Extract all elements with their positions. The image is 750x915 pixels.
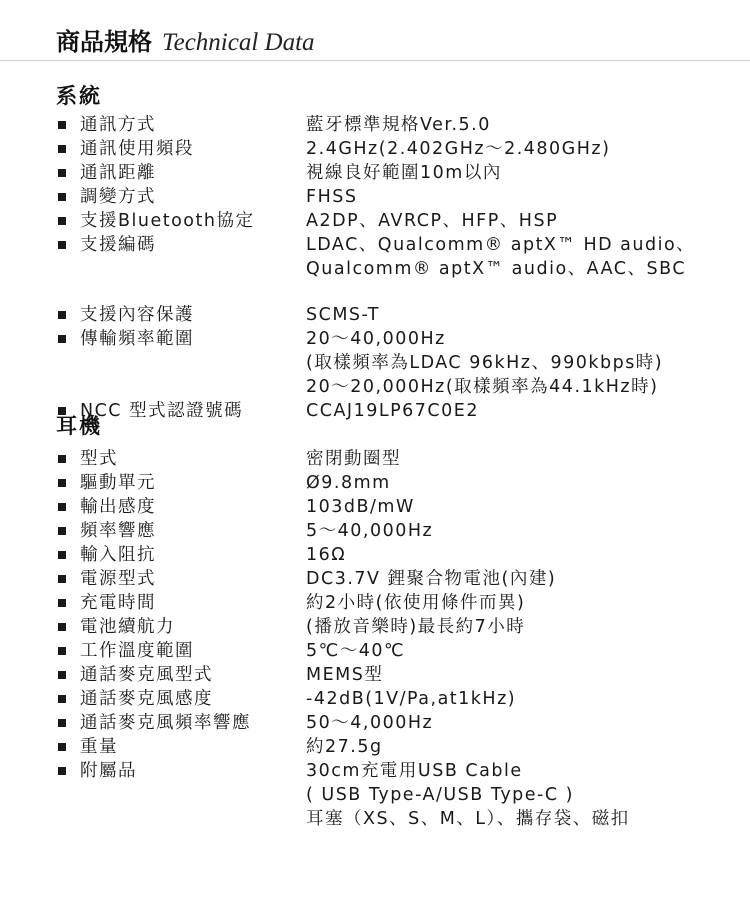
spec-value: 30cm充電用USB Cable bbox=[306, 761, 523, 781]
spec-values bbox=[306, 399, 746, 423]
spec-values bbox=[306, 615, 746, 639]
spec-values bbox=[306, 327, 746, 399]
spec-values bbox=[306, 543, 746, 567]
bullet-icon bbox=[58, 479, 66, 487]
spec-row bbox=[56, 543, 746, 567]
spec-values bbox=[306, 185, 746, 209]
spec-values bbox=[306, 663, 746, 687]
bullet-icon bbox=[58, 575, 66, 583]
spec-row bbox=[56, 161, 746, 185]
spec-values bbox=[306, 687, 746, 711]
spec-value: FHSS bbox=[306, 187, 358, 207]
spec-label: 支援Bluetooth協定 bbox=[80, 211, 255, 231]
spec-label: 輸出感度 bbox=[80, 497, 156, 517]
spec-row bbox=[56, 687, 746, 711]
spec-label: NCC 型式認證號碼 bbox=[80, 401, 244, 421]
spec-values bbox=[306, 233, 746, 281]
spec-values bbox=[306, 639, 746, 663]
bullet-icon bbox=[58, 455, 66, 463]
spec-value: 16Ω bbox=[306, 545, 347, 565]
spec-row bbox=[56, 591, 746, 615]
spec-value: 約2小時(依使用條件而異) bbox=[306, 593, 526, 613]
spec-row bbox=[56, 137, 746, 161]
spec-row bbox=[56, 113, 746, 137]
bullet-icon bbox=[58, 527, 66, 535]
spec-value: 5℃～40℃ bbox=[306, 641, 406, 661]
spec-values bbox=[306, 113, 746, 137]
spec-value: 耳塞（XS、S、M、L）、攜存袋、磁扣 bbox=[306, 809, 630, 829]
bullet-icon bbox=[58, 743, 66, 751]
spec-values bbox=[306, 711, 746, 735]
spec-row bbox=[56, 495, 746, 519]
spec-value: Ø9.8mm bbox=[306, 473, 391, 493]
spec-label: 調變方式 bbox=[80, 187, 156, 207]
spec-value: 密閉動圈型 bbox=[306, 449, 401, 469]
bullet-icon bbox=[58, 671, 66, 679]
spec-values bbox=[306, 591, 746, 615]
bullet-icon bbox=[58, 599, 66, 607]
spec-row bbox=[56, 519, 746, 543]
spec-values bbox=[306, 471, 746, 495]
page-header bbox=[56, 22, 315, 58]
page-title-zh: 商品規格 bbox=[56, 27, 152, 56]
spec-label: 頻率響應 bbox=[80, 521, 156, 541]
bullet-icon bbox=[58, 767, 66, 775]
spec-value: 視線良好範圍10m以內 bbox=[306, 163, 502, 183]
spec-value: 20～40,000Hz bbox=[306, 329, 446, 349]
spec-row bbox=[56, 711, 746, 735]
spec-value: (播放音樂時)最長約7小時 bbox=[306, 617, 526, 637]
spec-list-earphone bbox=[56, 447, 746, 831]
spec-label: 輸入阻抗 bbox=[80, 545, 156, 565]
spec-value: SCMS-T bbox=[306, 305, 380, 325]
page-title-en: Technical Data bbox=[162, 29, 315, 56]
section-title-system: 系統 bbox=[56, 83, 102, 108]
spec-value: Qualcomm® aptX™ audio、AAC、SBC bbox=[306, 259, 687, 279]
spec-row bbox=[56, 185, 746, 209]
bullet-icon bbox=[58, 145, 66, 153]
bullet-icon bbox=[58, 193, 66, 201]
bullet-icon bbox=[58, 623, 66, 631]
spec-label: 附屬品 bbox=[80, 761, 137, 781]
spec-row bbox=[56, 615, 746, 639]
spec-row bbox=[56, 735, 746, 759]
header-divider bbox=[0, 60, 750, 61]
bullet-icon bbox=[58, 647, 66, 655]
spec-row bbox=[56, 759, 746, 831]
spec-value: LDAC、Qualcomm® aptX™ HD audio、 bbox=[306, 235, 696, 255]
spec-value: 20～20,000Hz(取樣頻率為44.1kHz時) bbox=[306, 377, 659, 397]
spec-value: 藍牙標準規格Ver.5.0 bbox=[306, 115, 491, 135]
spec-row bbox=[56, 567, 746, 591]
spec-list-system bbox=[56, 113, 746, 423]
spec-label: 電池續航力 bbox=[80, 617, 175, 637]
spec-label: 通話麥克風頻率響應 bbox=[80, 713, 251, 733]
spec-label: 型式 bbox=[80, 449, 118, 469]
bullet-icon bbox=[58, 551, 66, 559]
bullet-icon bbox=[58, 169, 66, 177]
bullet-icon bbox=[58, 695, 66, 703]
spec-value: DC3.7V 鋰聚合物電池(內建) bbox=[306, 569, 557, 589]
spec-values bbox=[306, 495, 746, 519]
spec-label: 支援內容保護 bbox=[80, 305, 194, 325]
spec-values bbox=[306, 303, 746, 327]
spec-value: (取樣頻率為LDAC 96kHz、990kbps時) bbox=[306, 353, 664, 373]
spec-value: 103dB/mW bbox=[306, 497, 415, 517]
spec-row bbox=[56, 327, 746, 399]
spec-value: 5～40,000Hz bbox=[306, 521, 434, 541]
spec-values bbox=[306, 447, 746, 471]
spec-label: 充電時間 bbox=[80, 593, 156, 613]
spec-row bbox=[56, 639, 746, 663]
spec-row bbox=[56, 399, 746, 423]
spec-label: 支援編碼 bbox=[80, 235, 156, 255]
bullet-icon bbox=[58, 335, 66, 343]
spec-values bbox=[306, 759, 746, 831]
spec-row bbox=[56, 209, 746, 233]
row-spacer bbox=[56, 281, 746, 303]
bullet-icon bbox=[58, 503, 66, 511]
spec-values bbox=[306, 209, 746, 233]
bullet-icon bbox=[58, 311, 66, 319]
spec-label: 通訊方式 bbox=[80, 115, 156, 135]
spec-label: 通訊使用頻段 bbox=[80, 139, 194, 159]
spec-values bbox=[306, 735, 746, 759]
spec-row bbox=[56, 471, 746, 495]
spec-value: 約27.5g bbox=[306, 737, 383, 757]
spec-label: 重量 bbox=[80, 737, 118, 757]
bullet-icon bbox=[58, 719, 66, 727]
spec-label: 傳輸頻率範圍 bbox=[80, 329, 194, 349]
spec-value: MEMS型 bbox=[306, 665, 384, 685]
spec-values bbox=[306, 519, 746, 543]
spec-row bbox=[56, 663, 746, 687]
bullet-icon bbox=[58, 241, 66, 249]
spec-value: A2DP、AVRCP、HFP、HSP bbox=[306, 211, 559, 231]
spec-label: 電源型式 bbox=[80, 569, 156, 589]
spec-row bbox=[56, 233, 746, 281]
spec-value: 2.4GHz(2.402GHz～2.480GHz) bbox=[306, 139, 611, 159]
spec-row bbox=[56, 303, 746, 327]
spec-value: 50～4,000Hz bbox=[306, 713, 434, 733]
section-title-earphone: 耳機 bbox=[56, 413, 102, 438]
spec-values bbox=[306, 137, 746, 161]
spec-label: 通話麥克風型式 bbox=[80, 665, 213, 685]
spec-label: 驅動單元 bbox=[80, 473, 156, 493]
spec-row bbox=[56, 447, 746, 471]
spec-value: -42dB(1V/Pa,at1kHz) bbox=[306, 689, 517, 709]
spec-label: 通訊距離 bbox=[80, 163, 156, 183]
spec-values bbox=[306, 567, 746, 591]
bullet-icon bbox=[58, 121, 66, 129]
spec-label: 通話麥克風感度 bbox=[80, 689, 213, 709]
bullet-icon bbox=[58, 217, 66, 225]
spec-label: 工作溫度範圍 bbox=[80, 641, 194, 661]
spec-value: CCAJ19LP67C0E2 bbox=[306, 401, 479, 421]
spec-values bbox=[306, 161, 746, 185]
spec-value: ( USB Type-A/USB Type-C ) bbox=[306, 785, 574, 805]
